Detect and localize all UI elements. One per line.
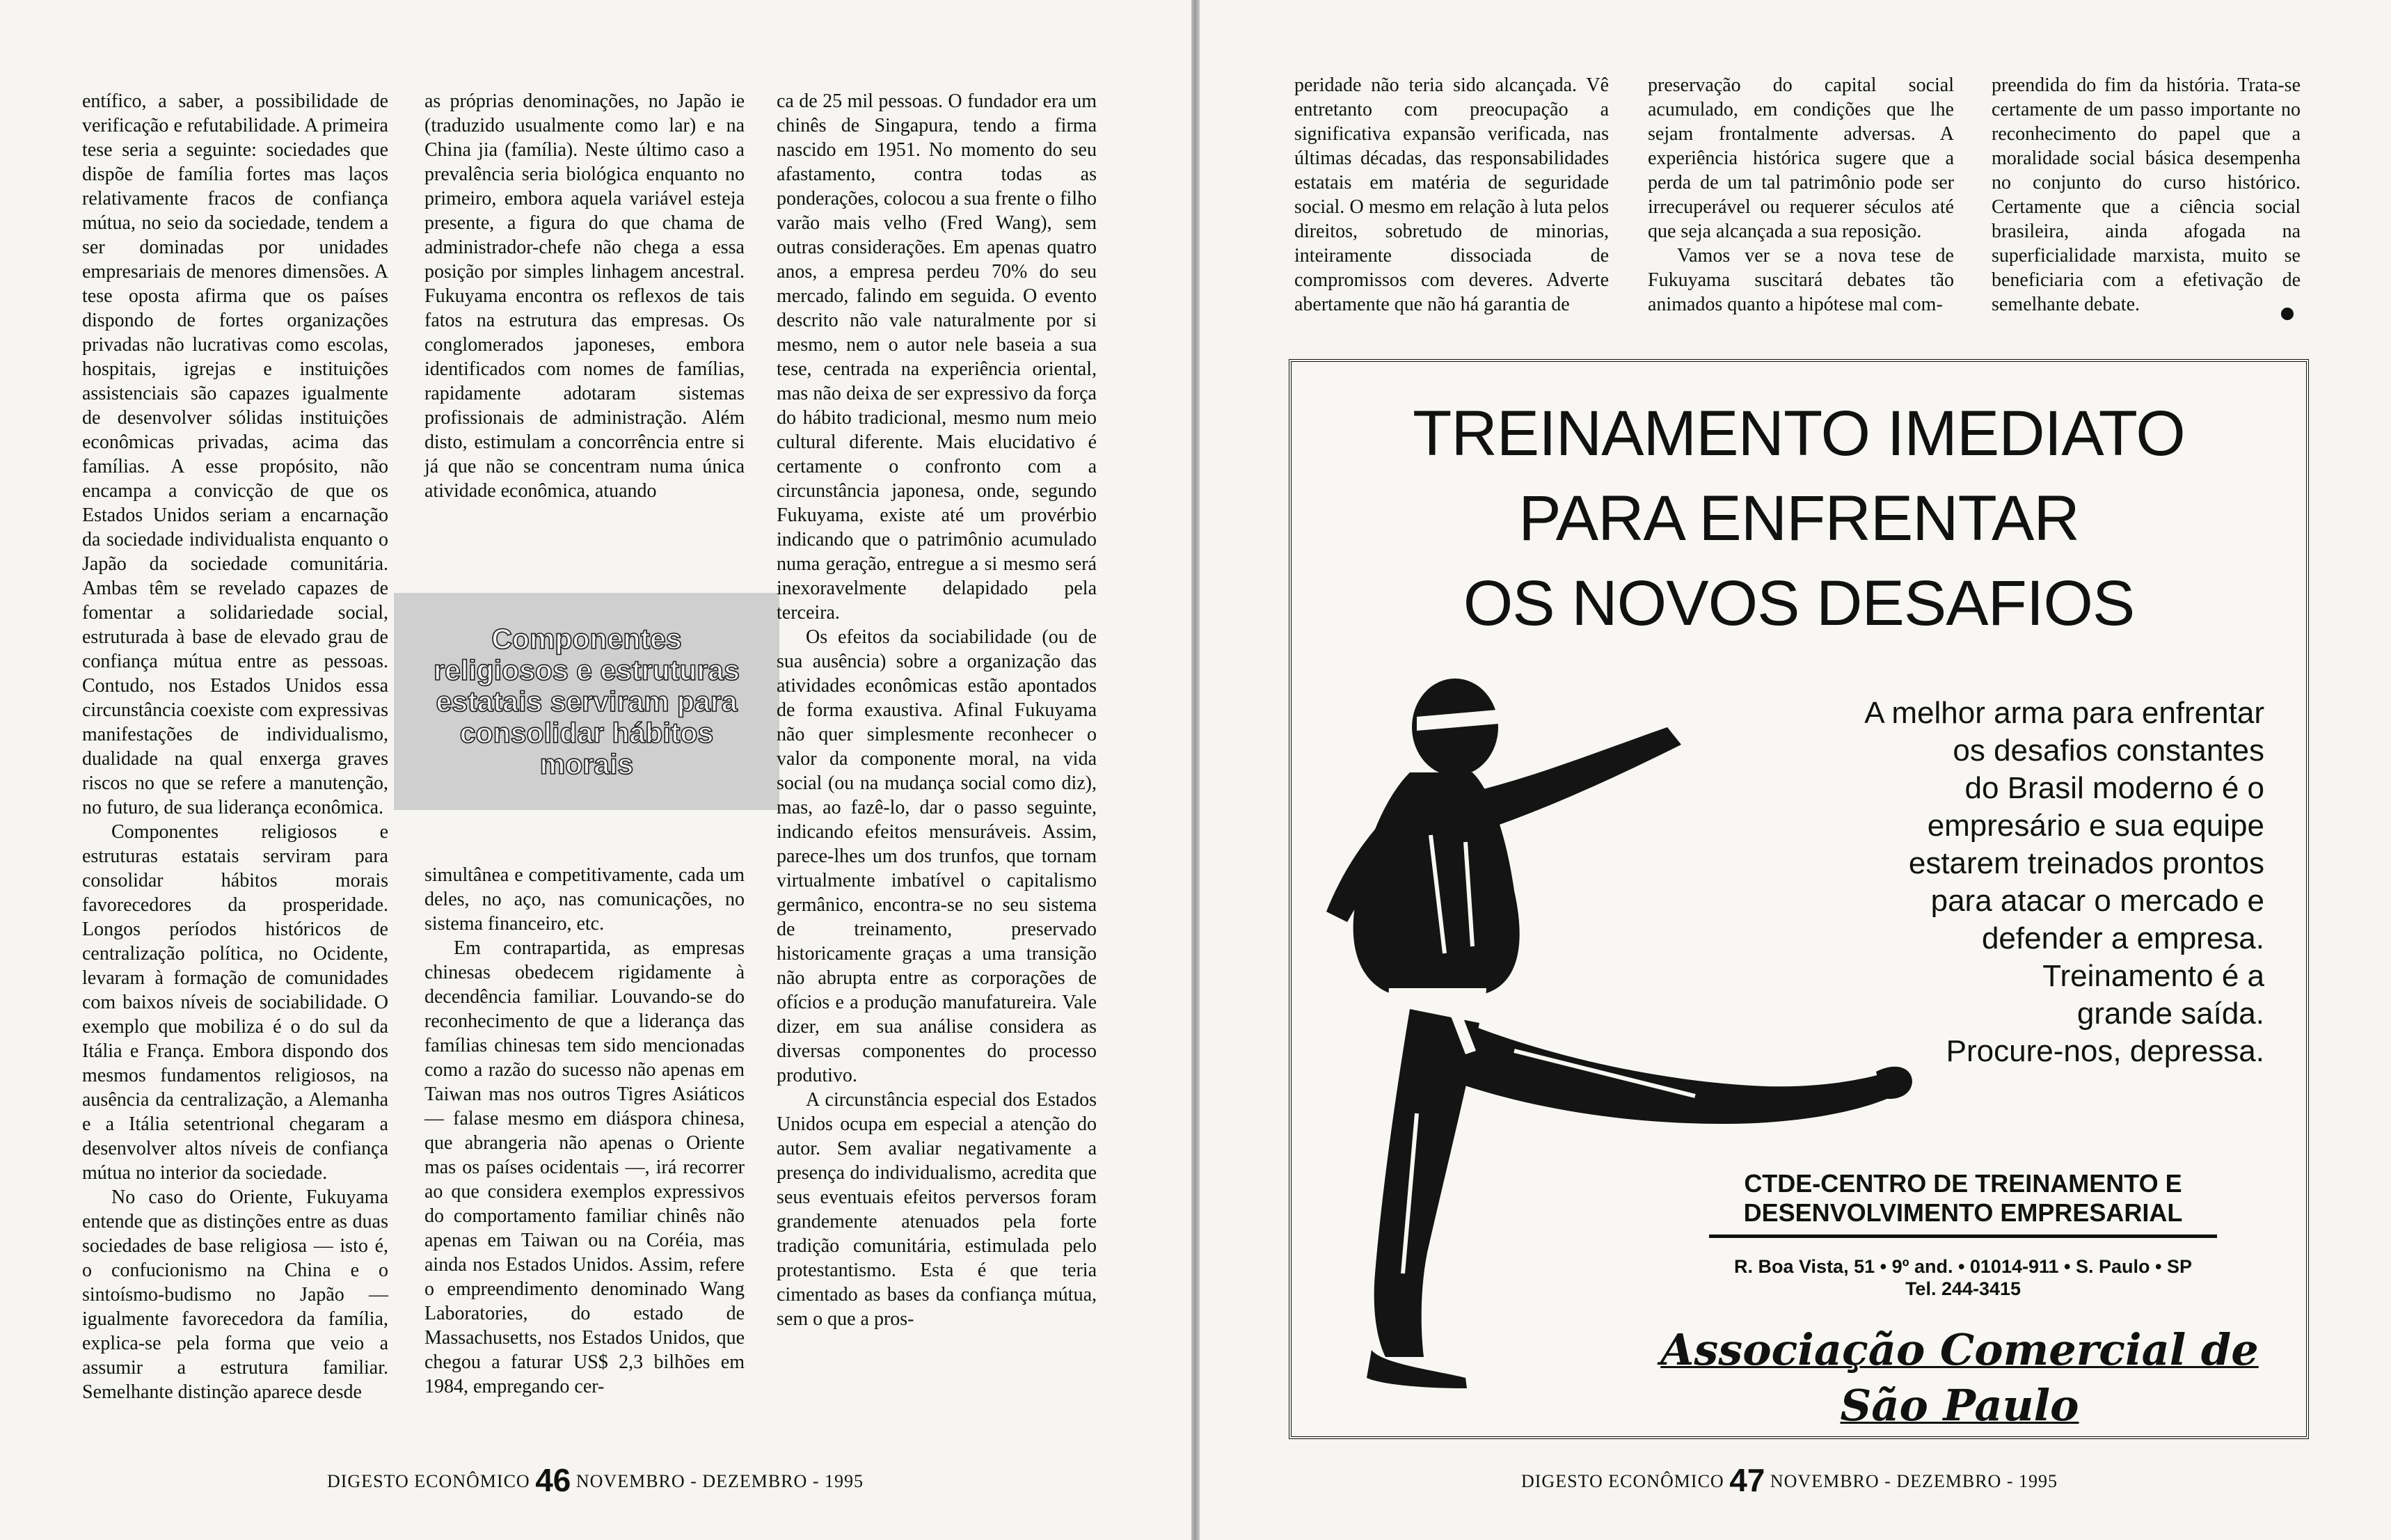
paragraph: simultânea e competitivamente, cada um deles, no aço, nas comunicações, no sistema financeiro, etc. [424,864,745,935]
end-of-article-bullet-icon [2281,308,2294,320]
ad-signature-logo: Associação Comercial de São Paulo [1660,1324,2259,1431]
ad-pitch-line: Procure-nos, depressa. [1946,1034,2264,1068]
left-column-2-top [424,89,745,503]
paragraph: entífico, a saber, a possibilidade de verificação e refutabilidade. A primeira tese seria a seguinte: sociedades que dispõe de família fortes mas laços relativamente fracos de confiança mútua, no seio da sociedade, tendem a ser dominadas por unidades empresariais de menores dimensões. A tese oposta afirma que os países dispondo de fortes organizações privadas não lucrativas como escolas, hospitais, igrejas e instituições assistenciais são capazes igualmente de desenvolver sólidas instituições econômicas privadas, acima das famílias. A esse propósito, não encampa a convicção de que os Estados Unidos seriam a encarnação da sociedade individualista enquanto o Japão da sociedade comunitária. Ambas têm se revelado capazes de fomentar a solidariedade social, estruturada à base de elevado grau de confiança mútua entre as pessoas. Contudo, nos Estados Unidos essa circunstância coexiste com expressivas manifestações de individualismo, dualidade na qual enxerga graves riscos no que se refere a manutenção, no futuro, de sua liderança econômica. [82,90,388,818]
left-column-2-bottom [424,863,745,1399]
left-column-1 [82,89,388,1404]
paragraph: Os efeitos da sociabilidade (ou de sua ausência) sobre a organização das atividades econômicas estão apontados de forma exaustiva. Afinal Fukuyama não quer simplesmente reconhecer o valor da componente moral, na vida social (ou na mudança social como diz), mas, ao fazê-lo, dar o passo seguinte, indicando efeitos mensuráveis. Assim, parece-lhes um dos trunfos, que tornam virtualmente imbatível o capitalismo germânico, encontra-se no seu sistema de treinamento, preservado historicamente graças a uma transição não abrupta entre as corporações de ofícios e a produção manufatureira. Vale dizer, em sua análise considera as diversas componentes do processo produtivo. [777,626,1097,1086]
left-page [0,0,1191,1540]
ad-pitch-line: os desafios constantes [1953,733,2264,768]
paragraph: Em contrapartida, as empresas chinesas obedecem rigidamente à decendência familiar. Louvando-se do reconhecimento de que a liderança das famílias chinesas tem sido mencionadas como a razão do sucesso não apenas em Taiwan mas nos outros Tigres Asiáticos — falase mesmo em diáspora chinesa, que abrangeria não apenas o Oriente mas os países ocidentais —, irá recorrer ao que considera exemplos expressivos do comportamento familiar chinês não apenas em Taiwan ou na Coréia, mas ainda nos Estados Unidos. Assim, refere o empreendimento denominado Wang Laboratories, do estado de Massachusetts, nos Estados Unidos, que chegou a faturar US$ 2,3 bilhões em 1984, empregando cer- [424,937,745,1397]
paragraph: Componentes religiosos e estruturas estatais serviram para consolidar hábitos morais favorecedores da prosperidade. Longos períodos históricos de centralização política, no Ocidente, levaram à formação de comunidades com baixos níveis de sociabilidade. O exemplo que mobiliza é o do sul da Itália e França. Embora dispondo dos mesmos fundamentos religiosos, na ausência da centralização, a Alemanha e a Itália setentrional chegaram a desenvolver altos níveis de confiança mútua no interior da sociedade. [82,821,388,1184]
ad-headline [1292,391,2306,646]
footer-publication: DIGESTO ECONÔMICO [327,1471,530,1491]
page-number: 46 [535,1462,571,1498]
left-column-3 [777,89,1097,1331]
page-gutter [1191,0,1200,1540]
ad-pitch-line: para atacar o mercado e [1930,884,2264,918]
ad-contact [1709,1255,2217,1300]
ad-org-line: CTDE-CENTRO DE TREINAMENTO E [1744,1169,2182,1198]
footer-date: NOVEMBRO - DEZEMBRO - 1995 [1770,1471,2058,1491]
ad-address: R. Boa Vista, 51 • 9º and. • 01014-911 • S. Paulo • SP [1734,1256,2192,1277]
paragraph: preservação do capital social acumulado, em condições que lhe sejam frontalmente adversas. A experiência histórica sugere que a perda de um tal patrimônio pode ser irrecuperável ou requerer séculos até que seja alcançada a sua reposição. [1648,74,1954,242]
footer-date: NOVEMBRO - DEZEMBRO - 1995 [575,1471,864,1491]
ad-organization-name [1709,1169,2217,1238]
right-column-2 [1648,73,1954,317]
ad-headline-line: OS NOVOS DESAFIOS [1463,568,2135,639]
ad-org-underline [1709,1235,2217,1238]
pull-quote-text: Componentes religiosos e estruturas estatais serviram para consolidar hábitos morais [434,622,740,780]
advertisement [1289,359,2309,1439]
paragraph: Vamos ver se a nova tese de Fukuyama suscitará debates tão animados quanto a hipótese mal com- [1648,245,1954,315]
ad-pitch-line: estarem treinados prontos [1908,846,2264,880]
paragraph: ca de 25 mil pessoas. O fundador era um chinês de Singapura, tendo a firma nascido em 1951. No momento do seu afastamento, contra todas as ponderações, colocou a sua frente o filho varão mais velho (Fred Wang), sem outras considerações. Em apenas quatro anos, a empresa perdeu 70% do seu mercado, falindo em seguida. O evento descrito não vale naturalmente por si mesmo, nem o autor nele baseia a sua tese, centrada na experiência oriental, mas não deixa de ser expressivo da força do hábito tradicional, mesmo num meio cultural diferente. Mais elucidativo é certamente o confronto com a circunstância japonesa, onde, segundo Fukuyama, existe até um provérbio indicando que o patrimônio acumulado numa geração, entregue a si mesmo será inexoravelmente delapidado pela terceira. [777,90,1097,624]
paragraph: No caso do Oriente, Fukuyama entende que as distinções entre as duas sociedades de base religiosa — isto é, o confucionismo na China e o sintoísmo-budismo no Japão — igualmente favorecedora da família, explica-se pela forma que veio a assumir a estrutura familiar. Semelhante distinção aparece desde [82,1186,388,1403]
page-number: 47 [1729,1462,1765,1498]
ad-headline-line: PARA ENFRENTAR [1518,483,2079,554]
right-column-3 [1992,73,2301,317]
paragraph: peridade não teria sido alcançada. Vê entretanto com preocupação a significativa expansão verificada, nas últimas décadas, das responsabilidades estatais em matéria de seguridade social. O mesmo em relação à luta pelos direitos, sobretudo de minorias, inteiramente dissociada de compromissos com deveres. Adverte abertamente que não há garantia de [1294,74,1609,315]
footer-publication: DIGESTO ECONÔMICO [1521,1471,1724,1491]
paragraph: as próprias denominações, no Japão ie (traduzido usualmente como lar) e na China jia (família). Neste último caso a prevalência seria biológica enquanto no primeiro, embora aquela variável esteja presente, a figura do que chama de administrador-chefe não chega a essa posição por simples linhagem ancestral. Fukuyama encontra os reflexos de tais fatos na estrutura das empresas. Os conglomerados japoneses, embora identificados com nomes de famílias, rapidamente adotaram sistemas profissionais de administração. Além disto, estimulam a concorrência entre si já que não se concentram numa única atividade econômica, atuando [424,90,745,502]
ad-pitch-line: defender a empresa. [1981,921,2264,955]
ad-pitch-line: do Brasil moderno é o [1964,771,2264,805]
page-footer [327,1461,864,1499]
ad-pitch-line: grande saída. [2076,997,2264,1031]
page-footer [1521,1461,2058,1499]
pull-quote-box [394,593,779,810]
paragraph: A circunstância especial dos Estados Unidos ocupa em especial a atenção do autor. Sem avaliar negativamente a presença do individualismo, acredita que seus eventuais efeitos perversos foram grandemente atenuados pela forte tradição comunitária, estimulada pelo protestantismo. Esta é que teria cimentado as bases da confiança mútua, sem o que a pros- [777,1089,1097,1330]
ad-phone: Tel. 244-3415 [1905,1278,2021,1299]
ad-pitch-line: Treinamento é a [2042,959,2264,993]
ad-pitch-line: empresário e sua equipe [1927,809,2264,843]
right-column-1 [1294,73,1609,317]
paragraph: preendida do fim da história. Trata-se certamente de um passo importante no reconhecimento do papel que a moralidade social básica desempenha no conjunto do curso histórico. Certamente que a ciência social brasileira, ainda afogada na superficialidade marxista, muito se beneficiaria com a efetivação de semelhante debate. [1992,74,2301,315]
ad-headline-line: TREINAMENTO IMEDIATO [1413,398,2185,469]
ad-org-line: DESENVOLVIMENTO EMPRESARIAL [1743,1198,2183,1227]
ad-pitch-text [1763,694,2264,1070]
ad-pitch-line: A melhor arma para enfrentar [1864,696,2264,730]
